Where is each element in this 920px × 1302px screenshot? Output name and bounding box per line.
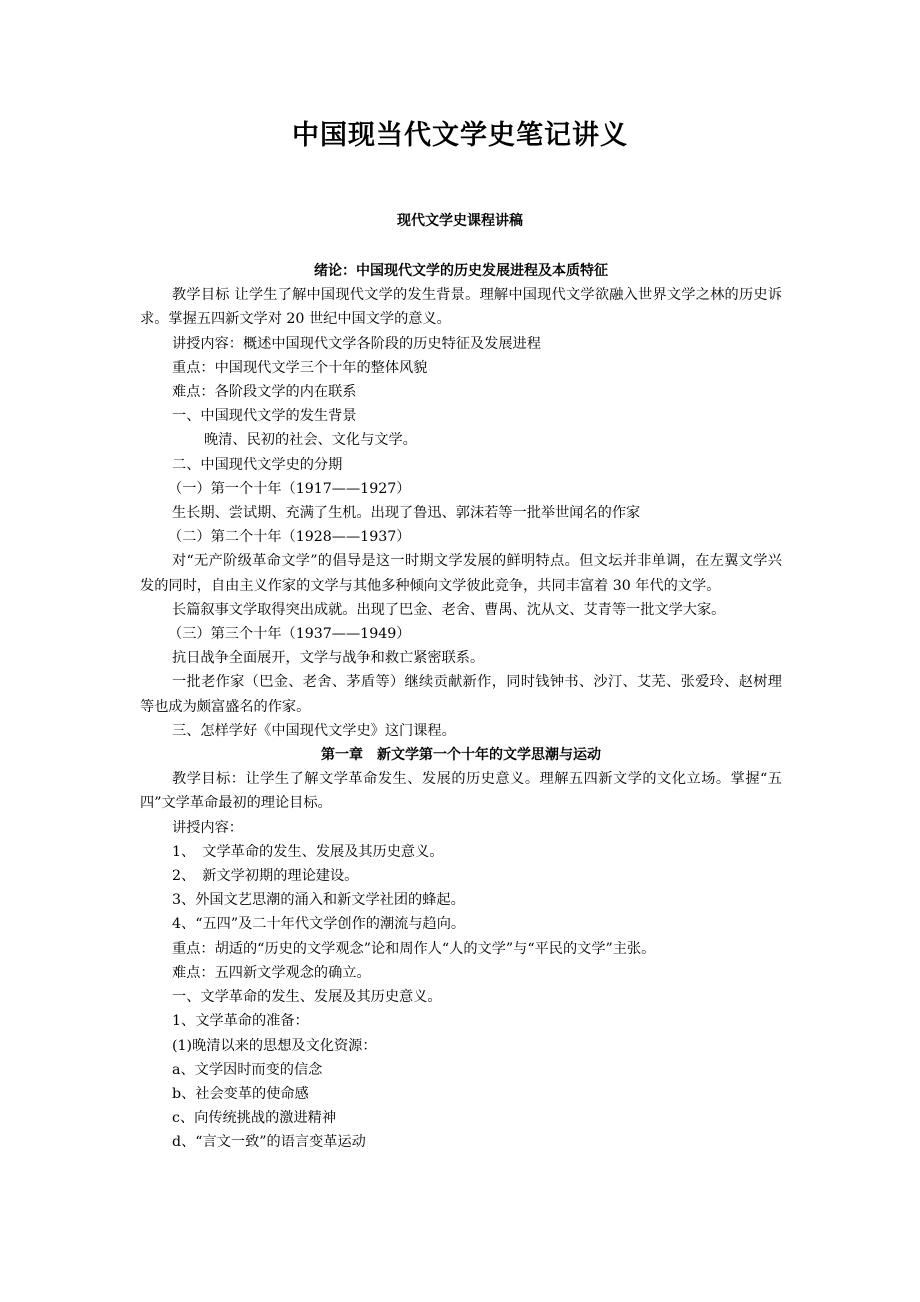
chapter-1-list-item: b、社会变革的使命感 xyxy=(172,1085,309,1102)
intro-content: 讲授内容：概述中国现代文学各阶段的历史特征及发展进程 xyxy=(172,335,541,352)
document-body xyxy=(140,259,782,1155)
chapter-1-item: 1、 文学革命的发生、发展及其历史意义。 xyxy=(172,843,444,860)
period-3-text-2: 一批老作家（巴金、老舍、茅盾等）继续贡献新作，同时钱钟书、沙汀、艾芜、张爱玲、赵树理等也成为颇富盛名的作家。 xyxy=(140,674,782,715)
chapter-1-goal: 教学目标：让学生了解文学革命发生、发展的历史意义。理解五四新文学的文化立场。掌握“五四”文学革命最初的理论目标。 xyxy=(140,771,782,812)
chapter-1-item: 3、外国文艺思潮的涌入和新文学社团的蜂起。 xyxy=(172,892,465,909)
document-title: 中国现当代文学史笔记讲义 xyxy=(292,120,628,151)
period-1-text: 生长期、尝试期、充满了生机。出现了鲁迅、郭沫若等一批举世闻名的作家 xyxy=(172,505,641,522)
chapter-1-item: 4、“五四”及二十年代文学创作的潮流与趋向。 xyxy=(172,916,466,933)
period-2-label: （二）第二个十年（1928——1937） xyxy=(168,529,411,546)
chapter-1-heading: 第一章 新文学第一个十年的文学思潮与运动 xyxy=(321,747,601,764)
intro-goal: 教学目标 让学生了解中国现代文学的发生背景。理解中国现代文学欲融入世界文学之林的历史诉求。掌握五四新文学对 20 世纪中国文学的意义。 xyxy=(140,287,782,328)
intro-section-1: 一、中国现代文学的发生背景 xyxy=(172,408,357,425)
period-3-text-1: 抗日战争全面展开，文学与战争和救亡紧密联系。 xyxy=(172,650,485,667)
chapter-1-content-label: 讲授内容： xyxy=(172,819,243,836)
chapter-1-subsection-1: 1、文学革命的准备： xyxy=(172,1013,309,1030)
intro-section-1-text: 晚清、民初的社会、文化与文学。 xyxy=(204,432,417,449)
chapter-1-subsection-1-1: (1)晚清以来的思想及文化资源： xyxy=(172,1037,377,1054)
intro-section-2: 二、中国现代文学史的分期 xyxy=(172,456,343,473)
intro-key-point: 重点：中国现代文学三个十年的整体风貌 xyxy=(172,359,428,376)
intro-heading: 绪论：中国现代文学的历史发展进程及本质特征 xyxy=(314,263,608,279)
chapter-1-section-1: 一、文学革命的发生、发展及其历史意义。 xyxy=(172,989,442,1006)
document-subtitle: 现代文学史课程讲稿 xyxy=(397,213,523,229)
intro-difficulty: 难点：各阶段文学的内在联系 xyxy=(172,384,357,401)
period-2-text-1: 对“无产阶级革命文学”的倡导是这一时期文学发展的鲜明特点。但文坛并非单调，在左翼文学兴发的同时，自由主义作家的文学与其他多种倾向文学彼此竞争，共同丰富着 30 年代的文学。 xyxy=(140,553,782,594)
chapter-1-difficulty: 难点：五四新文学观念的确立。 xyxy=(172,964,371,981)
chapter-1-list-item: a、文学因时而变的信念 xyxy=(172,1061,323,1078)
period-1-label: （一）第一个十年（1917——1927） xyxy=(168,480,411,497)
chapter-1-key-point: 重点：胡适的“历史的文学观念”论和周作人“人的文学”与“平民的文学”主张。 xyxy=(172,940,656,957)
period-3-label: （三）第三个十年（1937——1949） xyxy=(168,626,411,643)
chapter-1-item: 2、 新文学初期的理论建设。 xyxy=(172,868,359,885)
chapter-1-list-item: c、向传统挑战的激进精神 xyxy=(172,1110,337,1127)
period-2-text-2: 长篇叙事文学取得突出成就。出现了巴金、老舍、曹禺、沈从文、艾青等一批文学大家。 xyxy=(172,601,726,618)
chapter-1-list-item: d、“言文一致”的语言变革运动 xyxy=(172,1134,366,1151)
intro-section-3: 三、怎样学好《中国现代文学史》这门课程。 xyxy=(172,722,456,739)
